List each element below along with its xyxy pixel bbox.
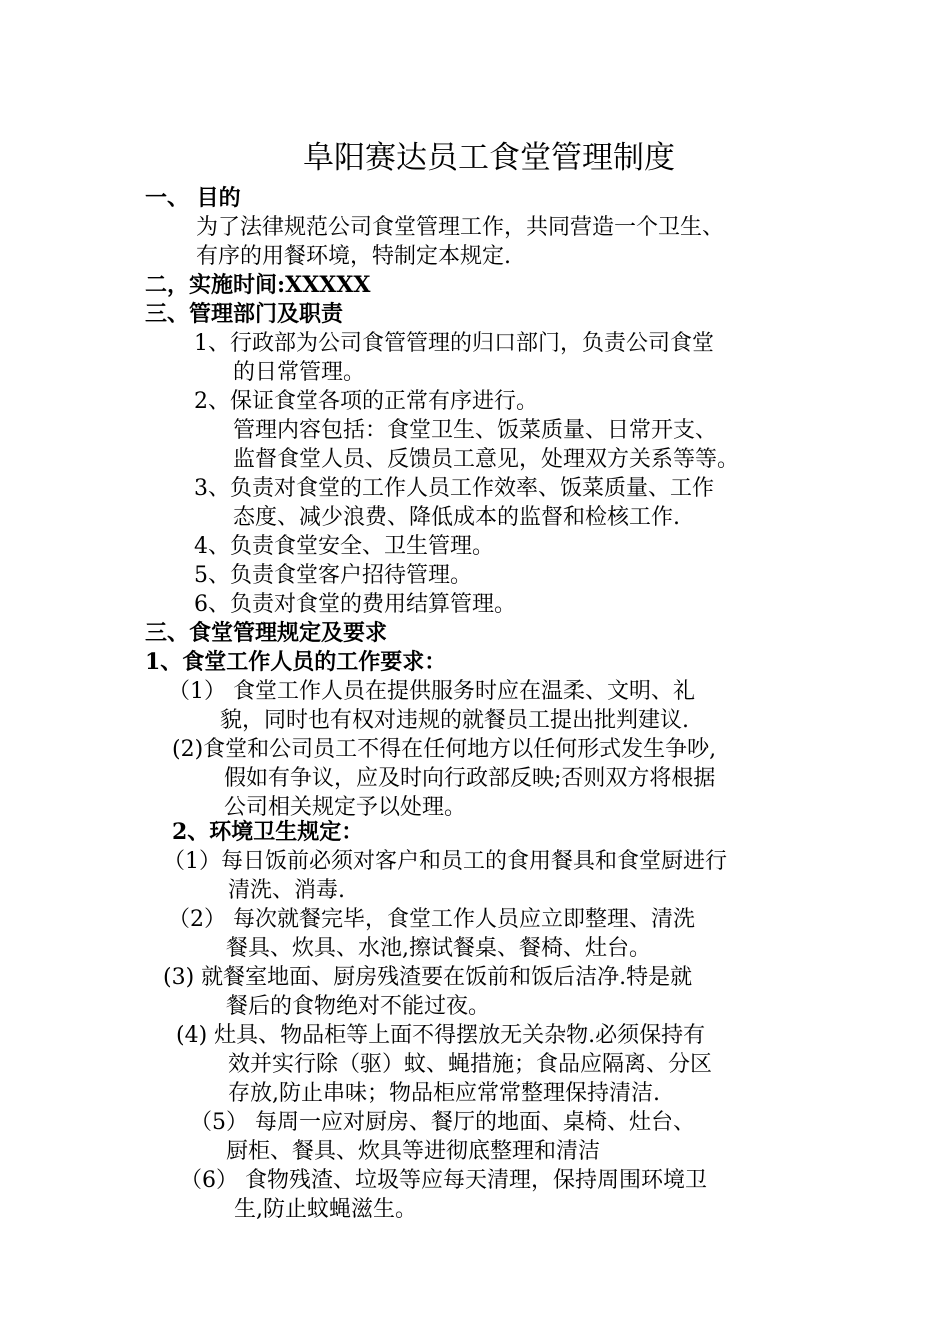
list-item: （1）每日饭前必须对客户和员工的食用餐具和食堂厨进行 [163,849,727,874]
list-item: 2、保证食堂各项的正常有序进行。 [194,389,538,414]
list-item: （6） 食物残渣、垃圾等应每天清理，保持周围环境卫 [180,1168,707,1193]
list-item-continuation: 的日常管理。 [233,360,366,385]
section-heading-purpose: 一、 目的 [145,185,241,211]
list-item: 1、行政部为公司食管管理的归口部门，负责公司食堂 [194,331,714,356]
list-item: （5） 每周一应对厨房、餐厅的地面、桌椅、灶台、 [190,1110,695,1135]
list-item-continuation: 公司相关规定予以处理。 [224,795,467,820]
list-item: (3) 就餐室地面、厨房残渣要在饭前和饭后洁净.特是就 [163,965,693,990]
list-item-continuation: 餐后的食物绝对不能过夜。 [226,994,491,1019]
list-item-continuation: 假如有争议，应及时向行政部反映;否则双方将根据 [224,766,716,791]
list-item-continuation: 餐具、炊具、水池,擦试餐桌、餐椅、灶台。 [226,936,651,961]
list-item: 5、负责食堂客户招待管理。 [194,563,472,588]
list-item-continuation: 貌，同时也有权对违规的就餐员工提出批判建议. [220,708,689,733]
section-heading-time: 二，实施时间:XXXXX [145,272,371,298]
section-heading-department: 三、管理部门及职责 [145,301,344,327]
list-item-continuation: 存放,防止串味；物品柜应常常整理保持清洁. [228,1081,660,1106]
list-item: （1） 食堂工作人员在提供服务时应在温柔、文明、礼 [168,679,695,704]
paragraph-line: 有序的用餐环境，特制定本规定. [196,244,511,269]
list-item-continuation: 态度、减少浪费、降低成本的监督和检核工作. [233,505,680,530]
subsection-heading: 2、环境卫生规定： [172,819,364,845]
list-item-continuation: 监督食堂人员、反馈员工意见，处理双方关系等等。 [233,447,740,472]
list-item-continuation: 生,防止蚊蝇滋生。 [234,1197,417,1222]
list-item: 6、负责对食堂的费用结算管理。 [194,592,516,617]
subsection-heading: 1、食堂工作人员的工作要求： [145,649,447,675]
list-item-continuation: 清洗、消毒. [228,878,345,903]
list-item-continuation: 管理内容包括：食堂卫生、饭菜质量、日常开支、 [233,418,718,443]
document-title: 阜阳赛达员工食堂管理制度 [303,140,675,176]
list-item: 3、负责对食堂的工作人员工作效率、饭菜质量、工作 [194,476,714,501]
section-heading-rules: 三、食堂管理规定及要求 [145,620,388,646]
list-item: （2） 每次就餐完毕，食堂工作人员应立即整理、清洗 [168,907,695,932]
list-item-continuation: 效并实行除（驱）蚊、蝇措施；食品应隔离、分区 [228,1052,713,1077]
list-item: (4) 灶具、物品柜等上面不得摆放无关杂物.必须保持有 [176,1023,706,1048]
list-item-continuation: 厨柜、餐具、炊具等进彻底整理和清洁 [226,1139,601,1164]
list-item: 4、负责食堂安全、卫生管理。 [194,534,494,559]
list-item: (2)食堂和公司员工不得在任何地方以任何形式发生争吵, [172,737,717,762]
paragraph-line: 为了法律规范公司食堂管理工作，共同营造一个卫生、 [196,215,725,240]
